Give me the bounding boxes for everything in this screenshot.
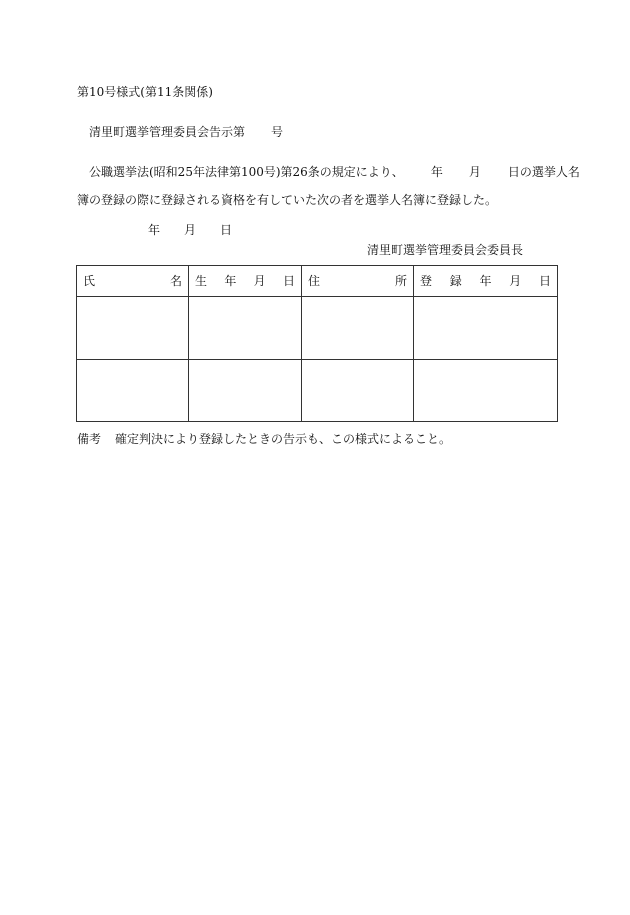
body-year: 年 <box>430 165 443 179</box>
table-row <box>77 297 558 359</box>
header-char: 所 <box>394 274 407 289</box>
note <box>77 432 451 446</box>
header-char: 氏 <box>83 274 96 289</box>
header-char: 録 <box>449 274 462 289</box>
header-registration-date <box>414 266 558 297</box>
header-char: 年 <box>479 274 492 289</box>
body-line-2: 簿の登録の際に登録される資格を有していた次の者を選挙人名簿に登録した。 <box>77 193 498 207</box>
body-text-part1: 公職選挙法(昭和25年法律第100号)第26条の規定により、 <box>89 165 404 179</box>
header-char: 年 <box>224 274 237 289</box>
body-day-phrase: 日の選挙人名 <box>507 165 580 179</box>
header-name <box>77 266 189 297</box>
date-month: 月 <box>184 223 197 237</box>
date-day: 日 <box>220 223 233 237</box>
header-char: 住 <box>308 274 321 289</box>
registry-table <box>76 265 558 422</box>
body-month: 月 <box>468 165 481 179</box>
cell-registration-date <box>414 297 558 359</box>
cell-name <box>77 359 189 421</box>
table-row <box>77 359 558 421</box>
header-char: 月 <box>509 274 522 289</box>
cell-birthdate <box>189 297 302 359</box>
header-char: 名 <box>169 274 182 289</box>
note-label: 備考 <box>77 432 102 446</box>
cell-address <box>302 359 414 421</box>
note-text: 確定判決により登録したときの告示も、この様式によること。 <box>115 432 452 446</box>
header-char: 月 <box>253 274 266 289</box>
date-line <box>148 223 232 237</box>
signer-title: 清里町選挙管理委員会委員長 <box>367 243 524 257</box>
notice-title <box>89 125 283 139</box>
date-year: 年 <box>148 223 161 237</box>
table-header-row <box>77 266 558 297</box>
form-number: 第10号様式(第11条関係) <box>77 85 213 99</box>
cell-birthdate <box>189 359 302 421</box>
header-char: 日 <box>282 274 295 289</box>
cell-registration-date <box>414 359 558 421</box>
notice-title-prefix: 清里町選挙管理委員会告示第 <box>89 125 246 139</box>
body-line-1 <box>89 165 580 179</box>
notice-title-suffix: 号 <box>271 125 284 139</box>
header-birthdate <box>189 266 302 297</box>
header-char: 日 <box>538 274 551 289</box>
header-address <box>302 266 414 297</box>
cell-address <box>302 297 414 359</box>
cell-name <box>77 297 189 359</box>
header-char: 登 <box>420 274 433 289</box>
header-char: 生 <box>195 274 208 289</box>
